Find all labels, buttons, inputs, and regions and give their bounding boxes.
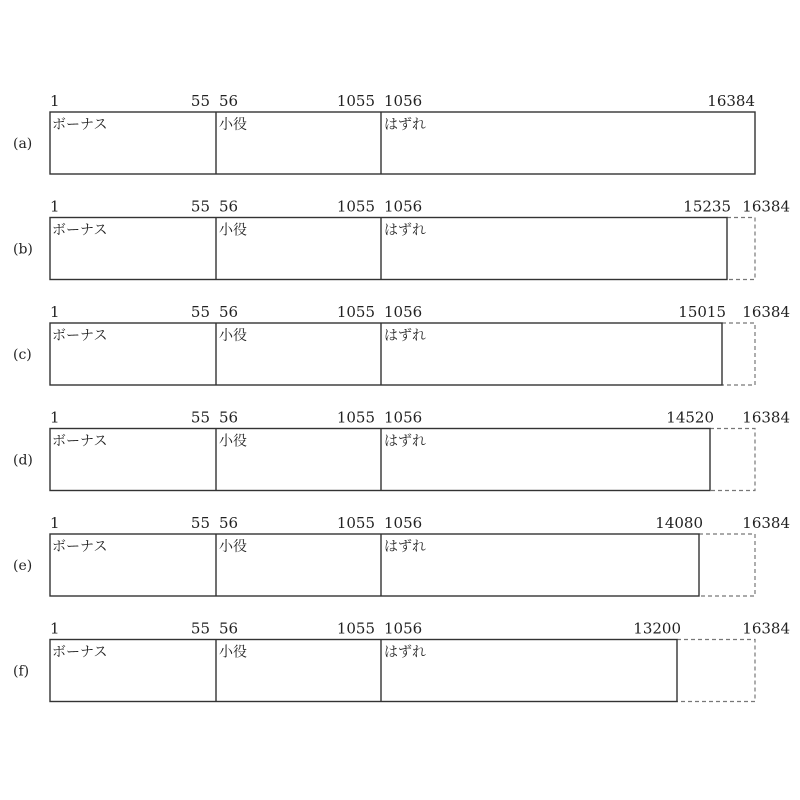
range-start-label: 1	[50, 197, 60, 216]
total-label: 16384	[742, 408, 790, 427]
range-start-label: 1	[50, 619, 60, 638]
segment-label-miss: はずれ	[384, 222, 426, 239]
range-start-label: 56	[219, 514, 239, 532]
range-end-label: 1055	[336, 619, 375, 638]
range-end-label: 15015	[678, 303, 726, 321]
unused-range-outline	[699, 534, 755, 596]
unused-range-outline	[722, 323, 755, 385]
range-start-label: 1056	[384, 408, 423, 427]
range-start-label: 1	[50, 92, 60, 110]
range-end-label: 1055	[336, 408, 375, 427]
range-start-label: 56	[219, 408, 239, 427]
unused-range-outline	[677, 640, 755, 702]
range-end-label: 16384	[707, 92, 755, 110]
range-end-label: 55	[190, 197, 210, 216]
segment-label-miss: はずれ	[384, 117, 426, 133]
range-end-label: 15235	[683, 197, 731, 216]
row-label: (a)	[13, 136, 33, 152]
total-label: 16384	[742, 619, 790, 638]
row-label: (b)	[13, 241, 33, 258]
segment-label-miss: はずれ	[384, 433, 426, 450]
row-label: (e)	[13, 558, 33, 574]
segment-label-miss: はずれ	[384, 539, 426, 555]
range-start-label: 1056	[384, 514, 423, 532]
range-start-label: 1056	[384, 197, 423, 216]
range-start-label: 56	[219, 197, 239, 216]
range-end-label: 13200	[633, 619, 681, 638]
range-start-label: 1056	[384, 92, 423, 110]
segment-label-bonus: ボーナス	[52, 433, 108, 450]
total-label: 16384	[742, 514, 790, 532]
segment-label-small-win: 小役	[219, 644, 247, 661]
segment-label-miss: はずれ	[384, 644, 426, 661]
segment-label-small-win: 小役	[219, 328, 247, 344]
range-end-label: 55	[190, 92, 210, 110]
range-end-label: 55	[190, 514, 210, 532]
segment-label-bonus: ボーナス	[52, 222, 108, 239]
range-end-label: 1055	[336, 92, 375, 110]
row-label: (f)	[13, 663, 30, 680]
segment-label-miss: はずれ	[384, 328, 426, 344]
range-start-label: 56	[219, 303, 239, 321]
range-end-label: 14080	[655, 514, 703, 532]
segment-label-bonus: ボーナス	[52, 539, 108, 555]
range-end-label: 55	[190, 619, 210, 638]
segment-label-bonus: ボーナス	[52, 328, 108, 344]
range-end-label: 1055	[336, 303, 375, 321]
range-end-label: 55	[190, 303, 210, 321]
segment-label-small-win: 小役	[219, 222, 247, 239]
segment-label-small-win: 小役	[219, 539, 247, 555]
range-bar	[50, 640, 677, 702]
range-start-label: 1	[50, 408, 60, 427]
range-start-label: 1	[50, 514, 60, 532]
row-label: (c)	[13, 347, 32, 363]
segment-label-small-win: 小役	[219, 117, 247, 133]
unused-range-outline	[710, 429, 755, 491]
segment-label-bonus: ボーナス	[52, 644, 108, 661]
row-label: (d)	[13, 452, 33, 469]
segment-label-small-win: 小役	[219, 433, 247, 450]
range-end-label: 14520	[666, 408, 714, 427]
range-bar	[50, 429, 710, 491]
total-label: 16384	[742, 303, 790, 321]
range-start-label: 1	[50, 303, 60, 321]
range-bar	[50, 534, 699, 596]
range-end-label: 55	[190, 408, 210, 427]
unused-range-outline	[727, 218, 755, 280]
range-start-label: 56	[219, 92, 239, 110]
range-end-label: 1055	[336, 197, 375, 216]
range-start-label: 1056	[384, 303, 423, 321]
total-label: 16384	[742, 197, 790, 216]
range-start-label: 56	[219, 619, 239, 638]
segment-label-bonus: ボーナス	[52, 117, 108, 133]
range-end-label: 1055	[336, 514, 375, 532]
range-start-label: 1056	[384, 619, 423, 638]
